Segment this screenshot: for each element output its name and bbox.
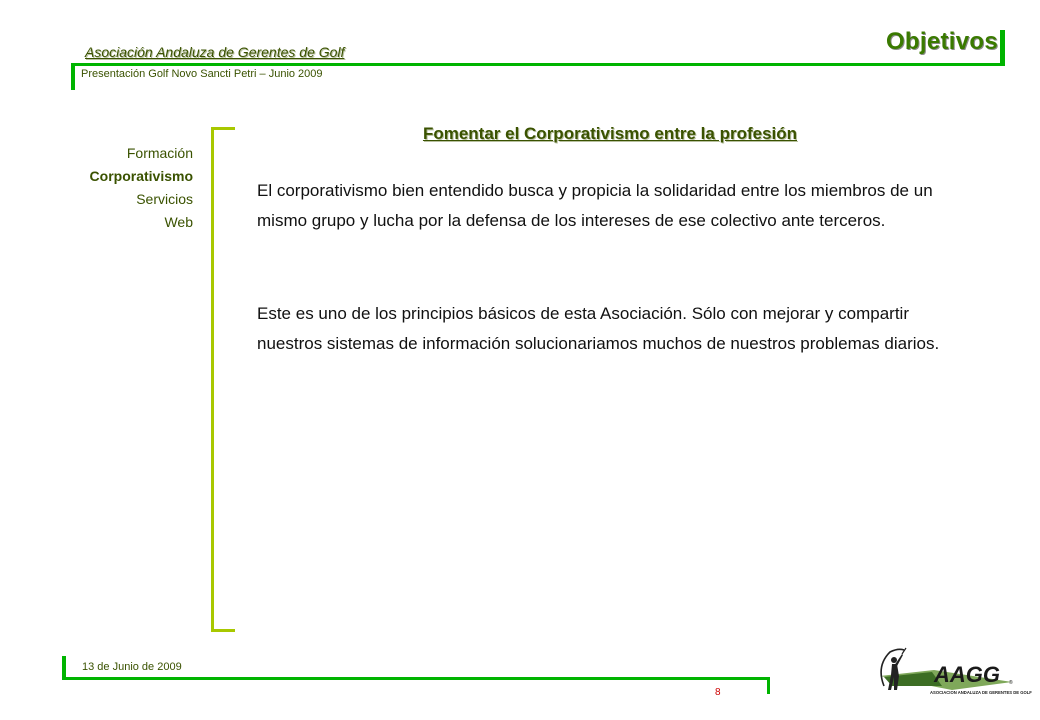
footer-date: 13 de Junio de 2009	[82, 661, 182, 673]
title-accent-bar	[1000, 30, 1005, 66]
aagg-logo	[872, 646, 1032, 704]
organization-name: Asociación Andaluza de Gerentes de Golf	[85, 44, 345, 60]
footer-end-bar	[767, 677, 770, 694]
body-paragraph: Este es uno de los principios básicos de esta Asociación. Sólo con mejorar y compartir nuestros sistemas de información solucionariamos muchos de nuestros problemas diarios.	[257, 304, 940, 353]
bracket-vertical	[211, 127, 214, 632]
golfer-logo-icon	[872, 646, 1032, 704]
logo-wordmark: AAGG	[934, 662, 1000, 687]
header-divider	[71, 63, 1005, 66]
page-title: Objetivos	[885, 28, 998, 55]
page-number: 8	[715, 687, 721, 698]
section-nav	[90, 142, 193, 234]
header-accent-bar	[71, 63, 75, 90]
logo-tagline: ASOCIACION ANDALUZA DE GERENTES DE GOLF	[930, 690, 1032, 695]
presentation-subtitle: Presentación Golf Novo Sancti Petri – Junio 2009	[81, 68, 323, 80]
nav-item-formacion[interactable]: Formación	[126, 145, 193, 161]
nav-item-servicios[interactable]: Servicios	[136, 191, 193, 207]
nav-item-corporativismo[interactable]: Corporativismo	[89, 168, 193, 184]
section-title: Fomentar el Corporativismo entre la profesión	[422, 124, 798, 143]
footer-divider	[62, 677, 770, 680]
nav-item-web[interactable]: Web	[164, 214, 193, 230]
body-paragraph: El corporativismo bien entendido busca y propicia la solidaridad entre los miembros de un mismo grupo y lucha por la defensa de los intereses de ese colectivo ante terceros.	[257, 181, 933, 230]
svg-text:®: ®	[1009, 680, 1013, 686]
bracket-bottom	[211, 629, 235, 632]
